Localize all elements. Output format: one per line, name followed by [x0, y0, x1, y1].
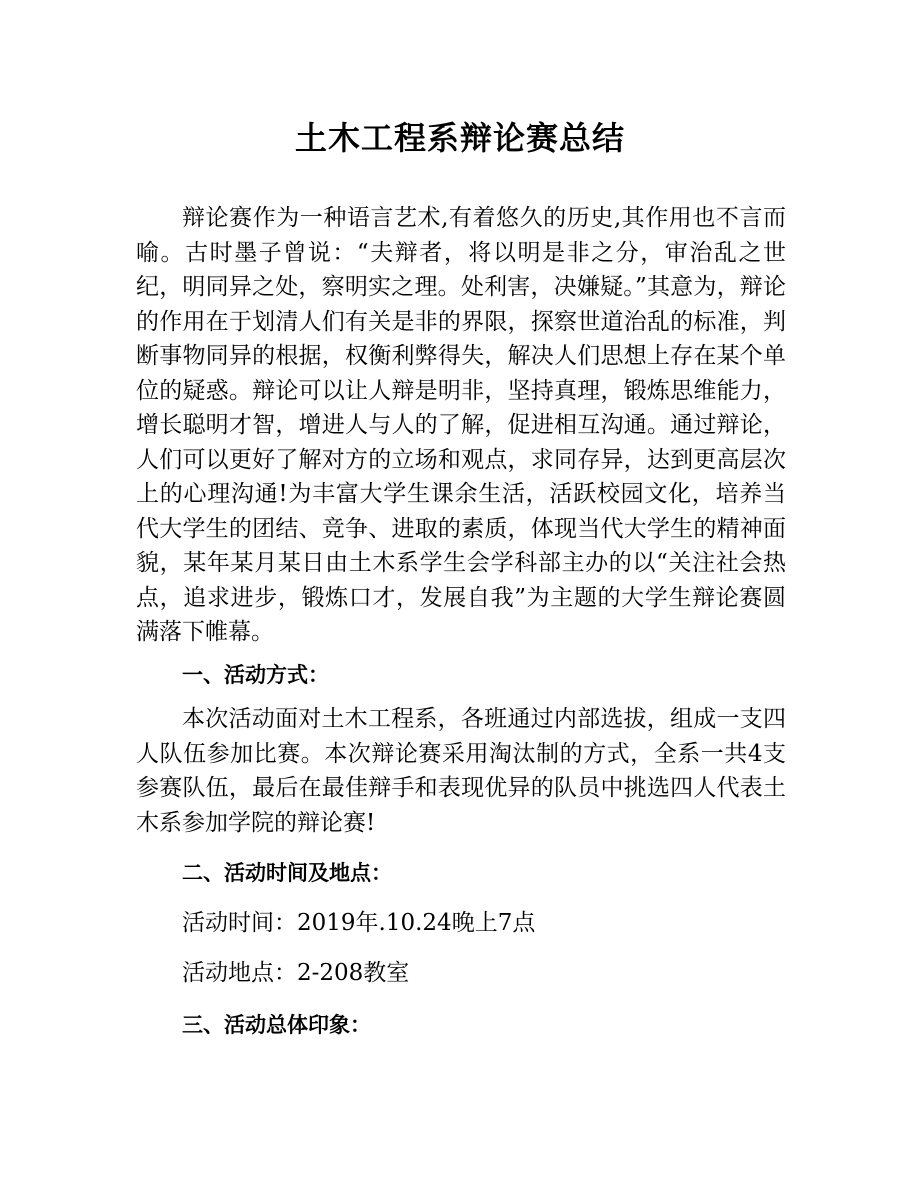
- intro-paragraph: 辩论赛作为一种语言艺术,有着悠久的历史,其作用也不言而喻。古时墨子曾说：“夫辩者，将以明是非之分，审治乱之世纪，明同异之处，察明实之理。处利害，决嫌疑。”其意为，辩论的作用在于划清人们有关是非的界限，探察世道治乱的标准，判断事物同异的根据，权衡利弊得失，解决人们思想上存在某个单位的疑惑。辩论可以让人辩是明非，坚持真理，锻炼思维能力，增长聪明才智，增进人与人的了解，促进相互沟通。通过辩论，人们可以更好了解对方的立场和观点，求同存异，达到更高层次上的心理沟通!为丰富大学生课余生活，活跃校园文化，培养当代大学生的团结、竞争、进取的素质，体现当代大学生的精神面貌，某年某月某日由土木系学生会学科部主办的以“关注社会热点，追求进步，锻炼口才，发展自我”为主题的大学生辩论赛圆满落下帷幕。: [136, 205, 786, 645]
- activity-format-paragraph: 本次活动面对土木工程系，各班通过内部选拔，组成一支四人队伍参加比赛。本次辩论赛采用淘汰制的方式，全系一共4支参赛队伍，最后在最佳辩手和表现优异的队员中挑选四人代表土木系参加学院的辩论赛!: [136, 706, 786, 836]
- activity-place-line: 活动地点：2-208教室: [182, 960, 410, 986]
- section-heading-overall-impression: 三、活动总体印象：: [182, 1013, 371, 1037]
- section-heading-time-place: 二、活动时间及地点：: [182, 861, 392, 885]
- document-title: 土木工程系辩论赛总结: [294, 119, 625, 157]
- section-heading-activity-format: 一、活动方式：: [182, 663, 329, 687]
- activity-time-line: 活动时间：2019年.10.24晚上7点: [182, 910, 536, 936]
